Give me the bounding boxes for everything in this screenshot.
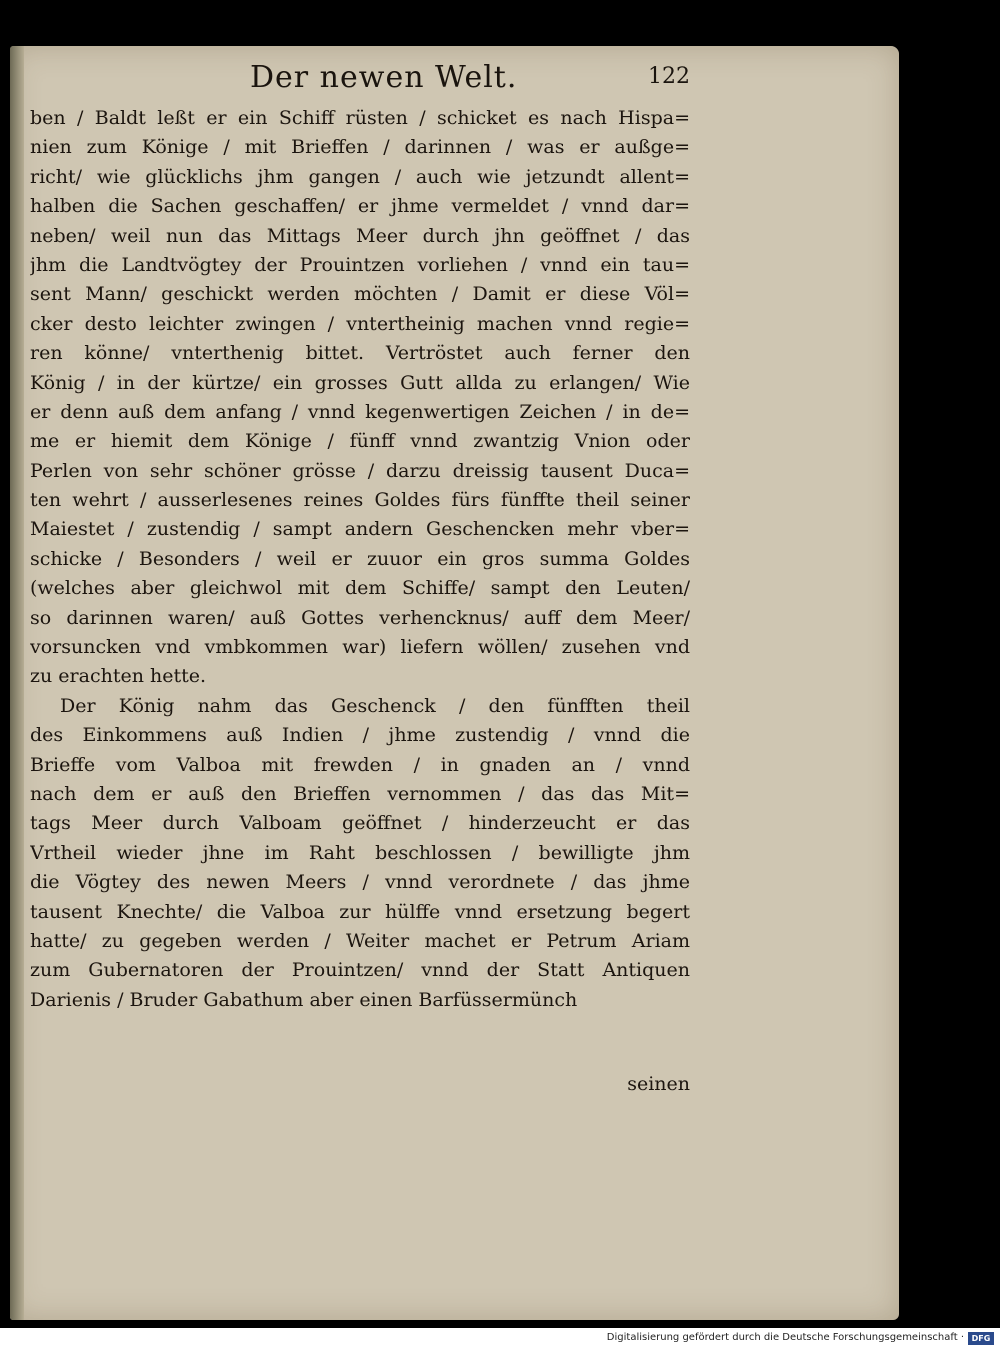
text-line: Perlen von sehr schöner grösse / darzu dreissig tausent Duca= (30, 459, 690, 482)
text-line: vorsuncken vnd vmbkommen war) liefern wöllen/ zusehen vnd (30, 636, 690, 659)
text-line: König / in der kürtze/ ein grosses Gutt allda zu erlangen/ Wie (30, 371, 690, 394)
text-line: (welches aber gleichwol mit dem Schiffe/ sampt den Leuten/ (30, 577, 690, 600)
text-line: sent Mann/ geschickt werden möchten / Damit er diese Völ= (30, 283, 690, 306)
text-line: nach dem er auß den Brieffen vernommen / das das Mit= (30, 782, 690, 805)
text-line: ten wehrt / ausserlesenes reines Goldes fürs fünffte theil seiner (30, 489, 690, 512)
footer-bar (0, 1328, 1000, 1349)
dfg-logo: DFG (968, 1332, 994, 1345)
text-line: schicke / Besonders / weil er zuuor ein gros summa Goldes (30, 547, 690, 570)
text-line: hatte/ zu gegeben werden / Weiter machet er Petrum Ariam (30, 929, 690, 952)
text-line: zum Gubernatoren der Prouintzen/ vnnd der Statt Antiquen (30, 959, 690, 982)
text-line: Vrtheil wieder jhne im Raht beschlossen / bewilligte jhm (30, 841, 690, 864)
body-text (30, 104, 690, 1015)
text-line: tausent Knechte/ die Valboa zur hülffe vnnd ersetzung begert (30, 900, 690, 923)
text-line: ren könne/ vnterthenig bittet. Vertröstet auch ferner den (30, 342, 690, 365)
text-line: zu erachten hette. (30, 665, 207, 688)
text-line: des Einkommens auß Indien / jhme zustendig / vnnd die (30, 724, 690, 747)
text-line: neben/ weil nun das Mittags Meer durch jhn geöffnet / das (30, 224, 690, 247)
text-line: cker desto leichter zwingen / vntertheinig machen vnnd regie= (30, 312, 690, 335)
text-line: Der König nahm das Geschenck / den fünfften theil (60, 694, 690, 717)
text-line: me er hiemit dem Könige / fünff vnnd zwantzig Vnion oder (30, 430, 690, 453)
text-line: jhm die Landtvögtey der Prouintzen vorliehen / vnnd ein tau= (30, 253, 690, 276)
text-line: halben die Sachen geschaffen/ er jhme vermeldet / vnnd dar= (30, 195, 690, 218)
running-head: Der newen Welt. (250, 60, 518, 95)
footer-credit: Digitalisierung gefördert durch die Deutsche Forschungsgemeinschaft · (606, 1332, 964, 1343)
text-line: richt/ wie glücklichs jhm gangen / auch wie jetzundt allent= (30, 165, 690, 188)
text-line: nien zum Könige / mit Brieffen / darinnen / was er außge= (30, 136, 690, 159)
page-number: 122 (648, 64, 690, 89)
text-line: tags Meer durch Valboam geöffnet / hinderzeucht er das (30, 812, 690, 835)
text-line: ben / Baldt leßt er ein Schiff rüsten / schicket es nach Hispa= (30, 107, 690, 129)
text-line: so darinnen waren/ auß Gottes verhencknus/ auff dem Meer/ (30, 606, 690, 629)
text-line: die Vögtey des newen Meers / vnnd verordnete / das jhme (30, 871, 690, 894)
text-line: Maiestet / zustendig / sampt andern Geschencken mehr vber= (30, 518, 690, 541)
page-edge (10, 46, 24, 1320)
text-line: Brieffe vom Valboa mit frewden / in gnaden an / vnnd (30, 753, 690, 776)
page-header (250, 60, 690, 100)
text-line: Darienis / Bruder Gabathum aber einen Barfüssermünch (30, 988, 578, 1011)
catchword: seinen (627, 1073, 690, 1095)
text-line: er denn auß dem anfang / vnnd kegenwertigen Zeichen / in de= (30, 400, 690, 423)
